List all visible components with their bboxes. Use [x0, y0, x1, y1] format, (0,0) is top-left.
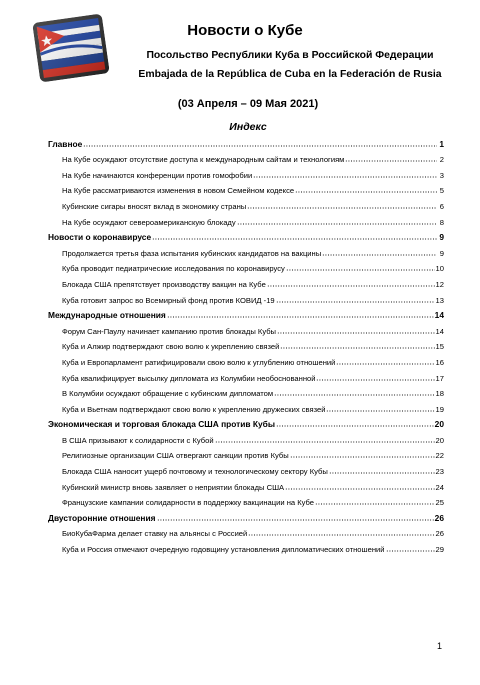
embassy-name-ru: Посольство Республики Куба в Российской Федерации	[146, 50, 434, 61]
toc-page-number: 14	[434, 310, 444, 321]
toc-item-row[interactable]	[48, 367, 444, 383]
toc-page-number: 9	[439, 248, 444, 258]
dot-leader	[83, 145, 437, 147]
embassy-name-es: Embajada de la República de Cuba en la Federación de Rusia	[138, 69, 442, 80]
dot-leader	[316, 379, 434, 381]
dot-leader	[276, 301, 435, 303]
toc-item-row[interactable]	[48, 445, 444, 461]
toc-entry-title: Главное	[48, 138, 83, 149]
dot-leader	[315, 503, 435, 505]
toc-item-row[interactable]	[48, 180, 444, 196]
toc-item-row[interactable]	[48, 273, 444, 289]
dot-leader	[322, 254, 437, 256]
toc-page-number: 8	[439, 217, 444, 227]
toc-entry-title: На Кубе рассматриваются изменения в новом Семейном кодексе	[62, 186, 295, 196]
dot-leader	[345, 160, 437, 162]
dot-leader	[237, 223, 437, 225]
toc-entry-title: Религиозные организации США отвергают санкции против Кубы	[62, 451, 289, 461]
dot-leader	[274, 394, 434, 396]
toc-page-number: 2	[439, 155, 444, 165]
dot-leader	[295, 191, 437, 193]
toc-entry-title: Куба и Алжир подтверждают свою волю к укреплению связей	[62, 342, 280, 352]
toc-item-row[interactable]	[48, 538, 444, 554]
toc-section-row[interactable]	[48, 507, 444, 523]
toc-page-number: 22	[435, 451, 444, 461]
toc-section-row[interactable]	[48, 133, 444, 149]
toc-entry-title: Куба готовит запрос во Всемирный фонд против КОВИД -19	[62, 295, 275, 305]
index-heading: Индекс	[229, 121, 267, 133]
toc-item-row[interactable]	[48, 460, 444, 476]
toc-page-number: 3	[439, 170, 444, 180]
dot-leader	[326, 410, 434, 412]
toc-page-number: 15	[435, 342, 444, 352]
dot-leader	[276, 425, 434, 427]
dot-leader	[277, 332, 435, 334]
dot-leader	[247, 207, 437, 209]
toc-item-row[interactable]	[48, 429, 444, 445]
toc-entry-title: Кубинские сигары вносят вклад в экономику страны	[62, 201, 247, 211]
toc-entry-title: В Колумбии осуждают обращение с кубинским дипломатом	[62, 389, 274, 399]
toc-item-row[interactable]	[48, 242, 444, 258]
dot-leader	[280, 347, 434, 349]
toc-page-number: 23	[435, 467, 444, 477]
document-title: Новости о Кубе	[187, 22, 303, 39]
toc-item-row[interactable]	[48, 336, 444, 352]
dot-leader	[152, 238, 437, 240]
toc-entry-title: Двусторонние отношения	[48, 512, 156, 523]
page-number: 1	[436, 641, 442, 651]
toc-entry-title: На Кубе осуждают отсутствие доступа к международным сайтам и технологиям	[62, 155, 345, 165]
toc-entry-title: БиоКубаФарма делает ставку на альянсы с Россией	[62, 529, 248, 539]
toc-entry-title: Форум Сан-Паулу начинает кампанию против блокады Кубы	[62, 326, 277, 336]
dot-leader	[248, 534, 434, 536]
toc-page-number: 20	[434, 419, 444, 430]
toc-page-number: 17	[435, 373, 444, 383]
toc-page-number: 14	[435, 326, 444, 336]
toc-entry-title: Куба и Европарламент ратифицировали свою волю к углублению отношений	[62, 357, 336, 367]
toc-entry-title: Новости о коронавирусе	[48, 232, 152, 243]
toc-section-row[interactable]	[48, 414, 444, 430]
toc-page-number: 5	[439, 186, 444, 196]
dot-leader	[167, 316, 434, 318]
toc-page-number: 18	[435, 389, 444, 399]
toc-entry-title: Экономическая и торговая блокада США против Кубы	[48, 419, 275, 430]
toc-item-row[interactable]	[48, 476, 444, 492]
toc-entry-title: В США призывают к солидарности с Кубой	[62, 435, 214, 445]
toc-item-row[interactable]	[48, 164, 444, 180]
dot-leader	[157, 519, 434, 521]
dot-leader	[285, 488, 434, 490]
toc-page-number: 12	[435, 279, 444, 289]
toc-page-number: 10	[435, 264, 444, 274]
toc-item-row[interactable]	[48, 258, 444, 274]
dot-leader	[329, 472, 435, 474]
toc-item-row[interactable]	[48, 289, 444, 305]
toc-page-number: 26	[434, 512, 444, 523]
dot-leader	[286, 269, 435, 271]
toc-entry-title: Продолжается третья фаза испытания кубинских кандидатов на вакцины	[62, 248, 322, 258]
dot-leader	[267, 285, 435, 287]
toc-page-number: 24	[435, 482, 444, 492]
toc-page-number: 9	[439, 232, 444, 243]
toc-entry-title: Куба квалифицирует высылку дипломата из Колумбии необоснованной	[62, 373, 316, 383]
toc-item-row[interactable]	[48, 195, 444, 211]
toc-item-row[interactable]	[48, 523, 444, 539]
toc-item-row[interactable]	[48, 398, 444, 414]
toc-page-number: 16	[435, 357, 444, 367]
toc-page-number: 6	[439, 201, 444, 211]
toc-item-row[interactable]	[48, 351, 444, 367]
toc-entry-title: Международные отношения	[48, 310, 166, 321]
toc-item-row[interactable]	[48, 320, 444, 336]
toc-item-row[interactable]	[48, 383, 444, 399]
dot-leader	[290, 456, 435, 458]
toc-section-row[interactable]	[48, 227, 444, 243]
toc-entry-title: На Кубе осуждают североамериканскую блокаду	[62, 217, 236, 227]
toc-item-row[interactable]	[48, 492, 444, 508]
toc-entry-title: На Кубе начинаются конференции против гомофобии	[62, 170, 253, 180]
toc-page-number: 26	[435, 529, 444, 539]
toc-page-number: 20	[435, 435, 444, 445]
toc-entry-title: Французские кампании солидарности в поддержку вакцинации на Кубе	[62, 498, 315, 508]
dot-leader	[215, 441, 435, 443]
table-of-contents	[48, 133, 444, 554]
dot-leader	[386, 550, 435, 552]
date-range: (03 Апреля – 09 Мая 2021)	[177, 98, 319, 110]
toc-entry-title: Куба и Вьетнам подтверждают свою волю к укреплению дружеских связей	[62, 404, 326, 414]
toc-entry-title: Блокада США наносит ущерб почтовому и технологическому сектору Кубы	[62, 467, 328, 477]
toc-item-row[interactable]	[48, 149, 444, 165]
toc-page-number: 29	[435, 545, 444, 555]
toc-page-number: 25	[435, 498, 444, 508]
toc-entry-title: Куба проводит педиатрические исследования по коронавирусу	[62, 264, 285, 274]
toc-entry-title: Блокада США препятствует производству вакцин на Кубе	[62, 279, 266, 289]
toc-section-row[interactable]	[48, 305, 444, 321]
toc-entry-title: Куба и Россия отмечают очередную годовщину установления дипломатических отношений	[62, 545, 385, 555]
toc-page-number: 13	[435, 295, 444, 305]
toc-page-number: 1	[439, 138, 444, 149]
toc-item-row[interactable]	[48, 211, 444, 227]
dot-leader	[253, 176, 437, 178]
toc-entry-title: Кубинский министр вновь заявляет о неприятии блокады США	[62, 482, 285, 492]
toc-page-number: 19	[435, 404, 444, 414]
dot-leader	[336, 363, 434, 365]
